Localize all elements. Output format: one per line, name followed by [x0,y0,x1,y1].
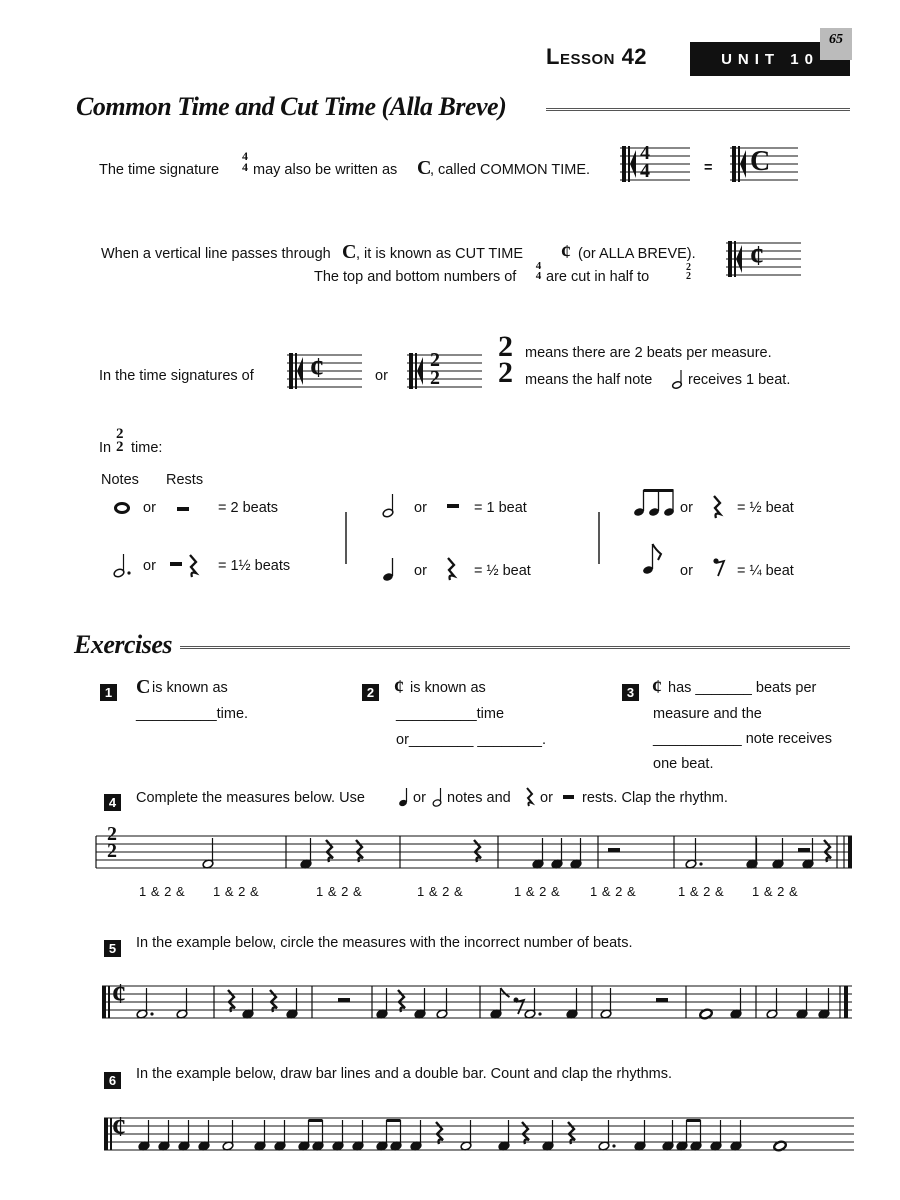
column-divider-2 [598,512,600,564]
text-line3-a: The top and bottom numbers of [314,269,517,285]
staff-common-c: C [750,146,771,177]
or-4: or [143,558,156,574]
clef-bar-thin [108,986,110,1018]
note-dot [612,1144,615,1147]
or-2: or [414,500,427,516]
text-line2-b: , it is known as CUT TIME [356,246,524,262]
value-1-half-beats: = 1½ beats [218,558,291,574]
text-line1-a: The time signature [99,162,220,178]
staff-sig-22: 2 2 [430,349,440,389]
count-m8: 1 & 2 & [752,884,799,899]
half-rest [798,848,810,852]
q1-common-symbol: C [136,676,151,698]
exercise-5-staff[interactable] [102,980,852,1030]
quarter-rest-icon-2 [444,556,458,582]
dotted-half-note-icon [112,552,134,578]
q4-half-rest-icon [561,792,577,802]
q2-blank-2[interactable]: or________ ________. [396,732,546,748]
text-line2-c: (or ALLA BREVE). [578,246,696,262]
staff-snippet-22 [407,349,483,393]
half-rest [608,848,620,852]
note-beam [687,1119,701,1122]
note-beam [387,1119,401,1122]
count-m3: 1 & 2 & [316,884,363,899]
quarter-rest [436,1122,443,1144]
q3-text-d: one beat. [653,756,714,772]
staff4-time-sig: 2 2 [107,823,117,862]
in-time-b: time: [131,440,163,456]
q4-quarter-note-icon [398,786,410,808]
quarter-rest [474,840,481,862]
half-rest-icon [174,504,192,514]
staff-cut-c-2: ¢ [310,353,324,384]
text-line2-a: When a vertical line passes through [101,246,331,262]
quarter-note-icon [382,556,396,582]
staff5-cut-symbol: ¢ [112,979,126,1010]
big-sig-22: 2 2 [498,330,513,389]
exercise-number-2: 2 [362,684,379,701]
half-note-icon [672,368,686,390]
clef-bar-thick [102,986,106,1018]
count-m1: 1 & 2 & [139,884,186,899]
count-m2: 1 & 2 & [213,884,260,899]
count-m7: 1 & 2 & [678,884,725,899]
common-symbol-2: C [342,241,357,263]
text-line4-a: In the time signatures of [99,368,254,384]
cut-symbol: ¢ [561,241,571,263]
exercise-6-staff[interactable] [104,1114,854,1164]
q4-half-note-icon [432,786,444,808]
clef-bar-thick [104,1118,108,1150]
eighth-notes-beamed-icon [634,488,674,518]
value-quarter-beat: = ¼ beat [737,563,794,579]
half-quarter-rest-icon [168,552,204,578]
q4-text-c: notes and [447,790,511,806]
q2-text-a: is known as [410,680,486,696]
q1-text-a: is known as [152,680,228,696]
quarter-rest [398,990,405,1012]
staff-sig-44: 4 4 [640,142,650,182]
final-bar [848,836,852,868]
sig-44-small: 4 4 [535,260,542,282]
eighth-rest-icon [712,556,728,578]
q3-text-c[interactable]: ___________ note receives [653,731,832,747]
text-line1-c: , called COMMON TIME. [430,162,591,178]
q3-cut-symbol: ¢ [652,676,662,698]
exercise-number-1: 1 [100,684,117,701]
exercise-number-4: 4 [104,794,121,811]
equals-sign: = [704,160,713,176]
note-beam [309,1119,323,1122]
column-divider-1 [345,512,347,564]
count-m6: 1 & 2 & [590,884,637,899]
q2-cut-symbol: ¢ [394,676,404,698]
note-flag [501,988,510,997]
in-time-a: In [99,440,112,456]
sig-22-small: 2 2 [686,262,691,282]
count-m5: 1 & 2 & [514,884,561,899]
q1-blank[interactable]: __________time. [136,706,249,722]
staff6-cut-symbol: ¢ [112,1112,126,1143]
q3-text-b: measure and the [653,706,762,722]
quarter-rest [326,840,333,862]
half-note-icon-2 [382,492,396,518]
time-sig-44-inline: 4 4 [242,149,248,174]
or-5: or [414,563,427,579]
half-rest [338,998,350,1002]
q2-blank-1[interactable]: __________time [396,706,505,722]
whole-note-icon [114,502,134,514]
or-3: or [680,500,693,516]
exercises-title: Exercises [74,630,173,659]
value-2-beats: = 2 beats [218,500,279,516]
q4-text-e: rests. Clap the rhythm. [582,790,728,806]
half-rest [656,998,668,1002]
exercise-number-3: 3 [622,684,639,701]
section-title: Common Time and Cut Time (Alla Breve) [76,92,507,121]
q6-text: In the example below, draw bar lines and a double bar. Count and clap the rhythms. [136,1066,673,1082]
common-time-symbol: C [417,157,432,179]
count-m4: 1 & 2 & [417,884,464,899]
exercise-4-staff[interactable] [96,823,852,878]
section-rule [546,108,850,111]
rests-label: Rests [166,472,204,488]
or-1: or [143,500,156,516]
note-dot [699,862,702,865]
q4-text-d: or [540,790,553,806]
quarter-rest [568,1122,575,1144]
q5-text: In the example below, circle the measures with the incorrect number of beats. [136,935,633,951]
half-rest-icon-2 [444,502,462,512]
page-number: 65 [820,28,852,60]
quarter-rest-icon [710,494,724,520]
exercises-rule [180,646,850,649]
quarter-rest [824,840,831,862]
exercise-number-6: 6 [104,1072,121,1089]
note-dot [150,1012,153,1015]
note-dot [538,1012,541,1015]
value-half-beat-1: = ½ beat [737,500,794,516]
text-line3-b: are cut in half to [546,269,650,285]
text-line1-b: may also be written as [253,162,398,178]
quarter-rest [522,1122,529,1144]
q4-text-b: or [413,790,426,806]
staff-cut-c: ¢ [750,241,764,272]
or-6: or [680,563,693,579]
q4-text-a: Complete the measures below. Use [136,790,365,806]
text-line4-m2a: means the half note [525,372,653,388]
quarter-rest [228,990,235,1012]
staff-snippet-cut [726,241,802,281]
q3-text-a[interactable]: has _______ beats per [668,680,817,696]
notes-label: Notes [101,472,139,488]
text-line4-or: or [375,368,388,384]
value-1-beat: = 1 beat [474,500,527,516]
in-time-sig: 2 2 [116,426,124,455]
unit-badge: UNIT 10 [690,42,850,76]
text-line4-m1: means there are 2 beats per measure. [525,345,772,361]
lesson-title: Lesson 42 [546,44,648,69]
q4-quarter-rest-icon [524,786,536,808]
value-half-beat-2: = ½ beat [474,563,531,579]
quarter-rest [356,840,363,862]
exercise-number-5: 5 [104,940,121,957]
final-bar [844,986,848,1018]
staff-snippet-cut-2 [287,353,363,393]
quarter-rest [270,990,277,1012]
text-line4-m2b: receives 1 beat. [688,372,791,388]
eighth-note-icon [642,542,664,576]
